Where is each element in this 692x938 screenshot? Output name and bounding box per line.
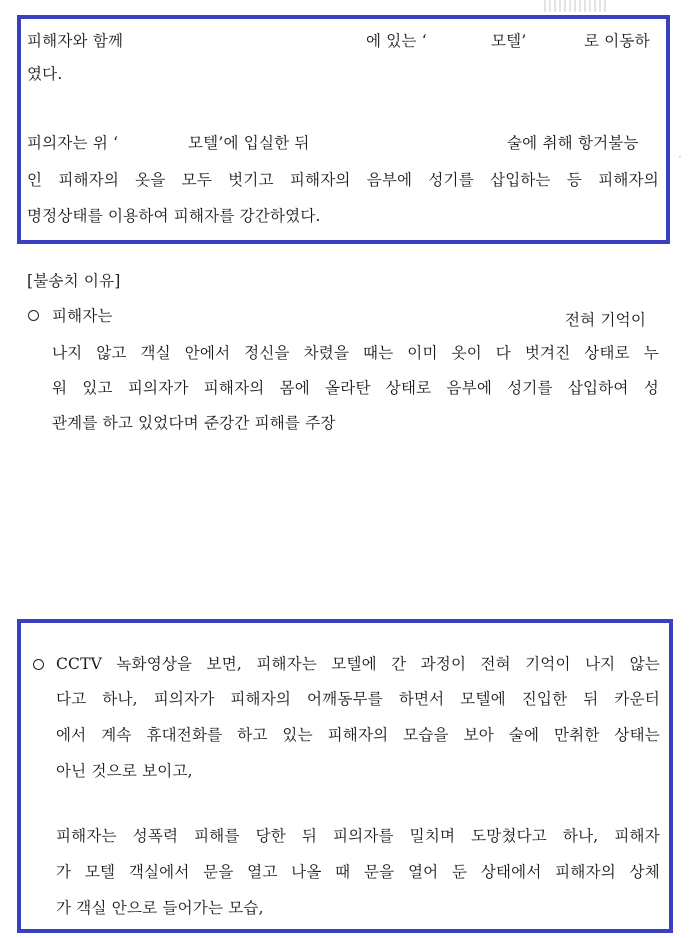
box1-line1-a: 피해자와 함께 xyxy=(27,32,124,50)
box2-line2: 다고 하나, 피의자가 피해자의 어깨동무를 하면서 모텔에 진입한 뒤 카운터 xyxy=(56,690,660,708)
reason-line4: 관계를 하고 있었다며 준강간 피해를 주장 xyxy=(52,414,336,432)
box1-line3-c: 술에 취해 항거불능 xyxy=(507,134,639,152)
scan-dot: · xyxy=(678,150,682,164)
box2-line6: 가 모텔 객실에서 문을 열고 나올 때 문을 열어 둔 상태에서 피해자의 상체 xyxy=(56,863,660,881)
box1-line1-d: 로 이동하 xyxy=(584,32,650,50)
box1-line1-b: 에 있는 ‘ xyxy=(366,32,427,50)
box1-line1-c: 모텔’ xyxy=(491,32,527,50)
box2-line7: 가 객실 안으로 들어가는 모습, xyxy=(56,899,264,917)
box2-line1: CCTV 녹화영상을 보면, 피해자는 모텔에 간 과정이 전혀 기억이 나지 않는 xyxy=(56,655,660,673)
reason-line1-a: 피해자는 xyxy=(52,307,113,325)
box1-line4: 인 피해자의 옷을 모두 벗기고 피해자의 음부에 성기를 삽입하는 등 피해자의 xyxy=(27,171,659,189)
scan-mark xyxy=(544,0,606,12)
reason-line3: 워 있고 피의자가 피해자의 몸에 올라탄 상태로 음부에 성기를 삽입하여 성 xyxy=(52,379,659,397)
box1-line3-a: 피의자는 위 ‘ xyxy=(27,134,119,152)
box1-line2: 였다. xyxy=(27,65,63,83)
box2-line3: 에서 계속 휴대전화를 하고 있는 피해자의 모습을 보아 술에 만취한 상태는 xyxy=(56,726,660,744)
box1-line5: 명정상태를 이용하여 피해자를 강간하였다. xyxy=(27,207,321,225)
section-heading: [불송치 이유] xyxy=(27,272,121,290)
bullet-circle-icon xyxy=(28,310,39,321)
bullet-circle-icon xyxy=(33,659,44,670)
reason-line2: 나지 않고 객실 안에서 정신을 차렸을 때는 이미 옷이 다 벗겨진 상태로 누 xyxy=(52,344,659,362)
box2-line5: 피해자는 성폭력 피해를 당한 뒤 피의자를 밀치며 도망쳤다고 하나, 피해자 xyxy=(56,827,660,845)
box2-line4: 아닌 것으로 보이고, xyxy=(56,762,193,780)
box1-line3-b: 모텔’에 입실한 뒤 xyxy=(188,134,310,152)
reason-line1-b: 전혀 기억이 xyxy=(565,311,646,329)
